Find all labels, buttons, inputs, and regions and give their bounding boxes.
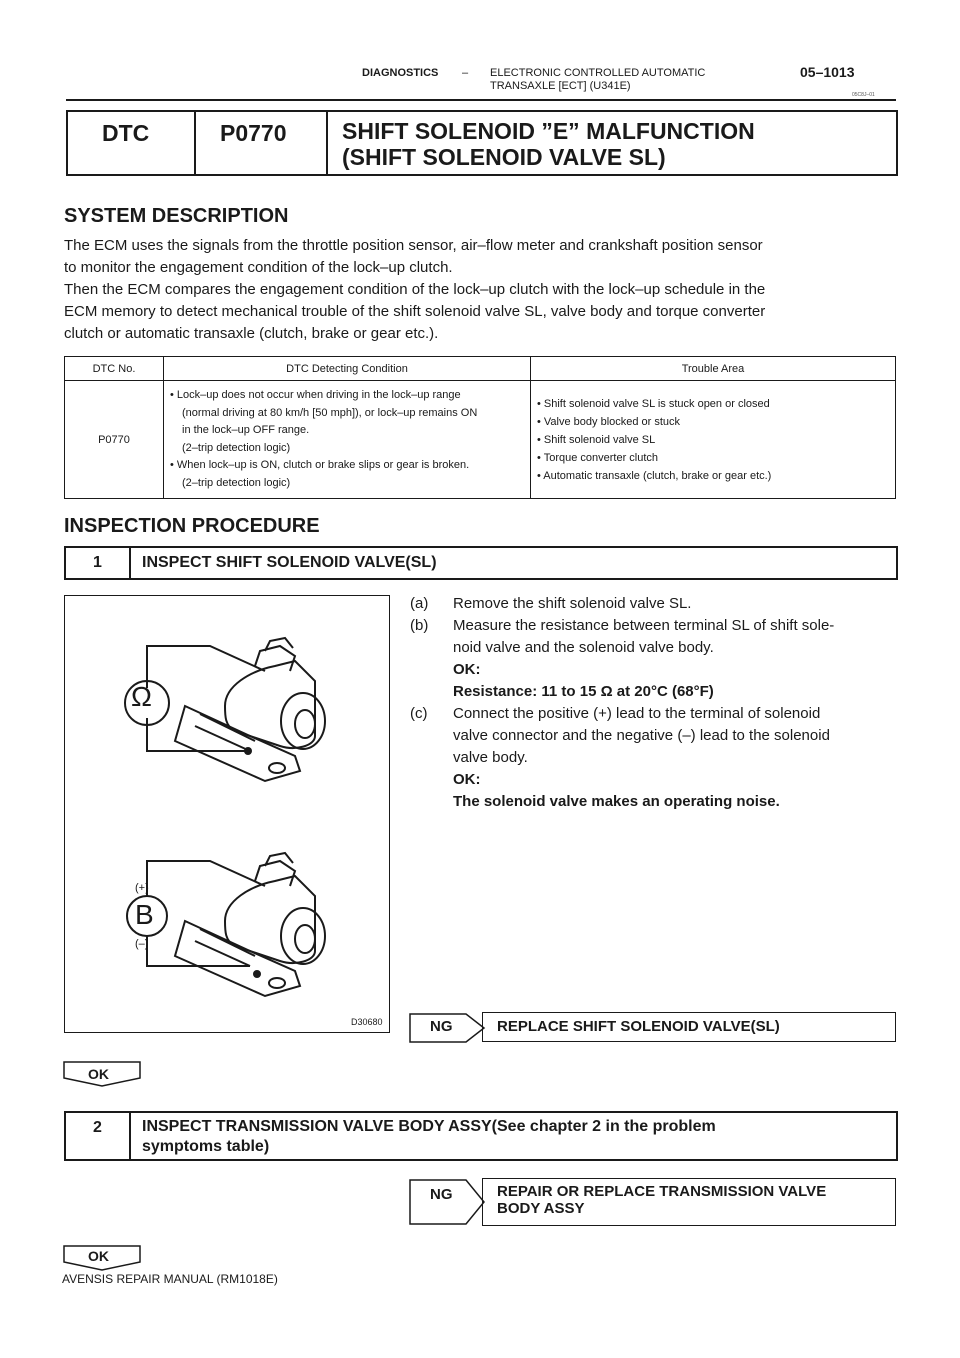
- header-subsection: [490, 67, 705, 93]
- ok2-label: OK: [88, 1248, 109, 1264]
- ohm-symbol: Ω: [131, 681, 152, 712]
- header-subsection-line1: ELECTRONIC CONTROLLED AUTOMATIC: [490, 67, 706, 79]
- condition-line: in the lock–up OFF range.: [182, 424, 310, 436]
- td-condition: [164, 381, 531, 499]
- step2-title: [142, 1117, 716, 1157]
- step2-ng-action-line1: REPAIR OR REPLACE TRANSMISSION VALVE: [497, 1183, 827, 1200]
- battery-lead-bottom: [147, 936, 250, 966]
- dtc-label: DTC: [102, 120, 150, 146]
- ok1-label: OK: [88, 1066, 109, 1082]
- step1-ng-action-box: [482, 1012, 896, 1042]
- instruction-b: [410, 615, 896, 703]
- trouble-line: • Automatic transaxle (clutch, brake or gear etc.): [537, 469, 772, 482]
- instruction-c-line: valve body.: [453, 749, 528, 766]
- step1-instructions: [410, 593, 896, 813]
- th-dtc-no: DTC No.: [65, 357, 164, 381]
- doc-code: 05C8J–01: [852, 92, 875, 98]
- step1-title: INSPECT SHIFT SOLENOID VALVE(SL): [142, 554, 437, 571]
- dtc-title-box: [66, 110, 898, 176]
- td-dtc-no: P0770: [65, 381, 164, 499]
- instruction-c-line: Connect the positive (+) lead to the terminal of solenoid: [453, 705, 821, 722]
- desc-line: to monitor the engagement condition of the lock–up clutch.: [64, 259, 453, 276]
- step2-ng-label: NG: [430, 1186, 453, 1203]
- trouble-line: • Valve body blocked or stuck: [537, 415, 681, 428]
- dtc-title-line1: SHIFT SOLENOID ”E” MALFUNCTION: [342, 118, 755, 144]
- condition-line: (2–trip detection logic): [182, 476, 291, 489]
- trouble-line: • Torque converter clutch: [537, 451, 659, 464]
- condition-line: • When lock–up is ON, clutch or brake slips or gear is broken.: [170, 459, 470, 471]
- trouble-line: • Shift solenoid valve SL: [537, 433, 656, 446]
- figure-id: D30680: [351, 1017, 383, 1027]
- desc-line: Then the ECM compares the engagement condition of the lock–up clutch with the lock–up schedule in the: [64, 281, 766, 298]
- step2-ng-action-line2: BODY ASSY: [497, 1200, 585, 1217]
- system-description-heading: SYSTEM DESCRIPTION: [64, 205, 289, 227]
- minus-label: (–): [135, 938, 149, 950]
- dtc-label-cell: [68, 112, 196, 174]
- dtc-title-line2: (SHIFT SOLENOID VALVE SL): [342, 144, 666, 170]
- header-subsection-line2: TRANSAXLE [ECT] (U341E): [490, 80, 631, 92]
- instruction-a: [410, 593, 896, 615]
- desc-line: The ECM uses the signals from the throttle position sensor, air–flow meter and crankshaft position sensor: [64, 237, 763, 254]
- footer-manual: AVENSIS REPAIR MANUAL (RM1018E): [62, 1272, 278, 1286]
- instruction-a-text: Remove the shift solenoid valve SL.: [453, 595, 692, 612]
- instruction-c-label: (c): [410, 705, 428, 722]
- td-trouble-area: [531, 381, 896, 499]
- dtc-code-cell: [196, 112, 328, 174]
- ohm-lead-bottom: [147, 718, 250, 751]
- instruction-a-label: (a): [410, 595, 429, 612]
- condition-line: (2–trip detection logic): [182, 441, 291, 454]
- trouble-line: • Shift solenoid valve SL is stuck open or closed: [537, 397, 770, 410]
- step2-number: 2: [66, 1113, 131, 1159]
- plus-label: (+): [135, 882, 149, 894]
- step2-ng-action: [497, 1183, 826, 1217]
- step2-title-line2: symptoms table): [142, 1138, 270, 1155]
- step1-box: [64, 546, 898, 580]
- step1-ng-action: REPLACE SHIFT SOLENOID VALVE(SL): [497, 1018, 780, 1035]
- instruction-b-ok-text: Resistance: 11 to 15 Ω at 20°C (68°F): [453, 683, 714, 700]
- inspection-heading: INSPECTION PROCEDURE: [64, 515, 320, 537]
- step2-title-line1: INSPECT TRANSMISSION VALVE BODY ASSY(See chapter 2 in the problem: [142, 1118, 716, 1135]
- header-rule: [66, 99, 896, 101]
- step2-ng-action-box: [482, 1178, 896, 1226]
- condition-line: (normal driving at 80 km/h [50 mph]), or lock–up remains ON: [182, 406, 478, 419]
- dtc-title-text: [342, 118, 755, 170]
- condition-line: • Lock–up does not occur when driving in the lock–up range: [170, 389, 461, 401]
- step1-ng-label: NG: [430, 1018, 453, 1035]
- instruction-b-ok-label: OK:: [453, 661, 481, 678]
- desc-line: ECM memory to detect mechanical trouble of the shift solenoid valve SL, valve body and torque converter: [64, 303, 766, 320]
- instruction-c: [410, 703, 896, 813]
- header-dash: –: [462, 67, 469, 79]
- instruction-b-line: Measure the resistance between terminal SL of shift sole-: [453, 617, 835, 634]
- desc-line: clutch or automatic transaxle (clutch, brake or gear etc.).: [64, 325, 439, 342]
- system-description-text: [64, 235, 896, 345]
- dtc-table: [64, 356, 896, 499]
- header-section: DIAGNOSTICS: [362, 67, 439, 79]
- page-number: 05–1013: [800, 64, 855, 80]
- table-row: [65, 381, 896, 499]
- solenoid-figure: [64, 595, 390, 1033]
- instruction-b-label: (b): [410, 617, 429, 634]
- step1-number: 1: [66, 548, 131, 578]
- table-header-row: [65, 357, 896, 381]
- instruction-b-body: [453, 615, 896, 703]
- instruction-c-body: [453, 703, 896, 813]
- instruction-c-ok-label: OK:: [453, 771, 481, 788]
- battery-symbol: B: [135, 899, 154, 930]
- ohm-lead-top: [147, 646, 265, 688]
- solenoid-diagram: [65, 596, 389, 1032]
- instruction-c-ok-text: The solenoid valve makes an operating noise.: [453, 793, 780, 810]
- step2-box: [64, 1111, 898, 1161]
- dtc-code: P0770: [220, 120, 287, 146]
- instruction-b-line: noid valve and the solenoid valve body.: [453, 639, 714, 656]
- th-trouble-area: Trouble Area: [531, 357, 896, 381]
- th-condition: DTC Detecting Condition: [164, 357, 531, 381]
- instruction-c-line: valve connector and the negative (–) lead to the solenoid: [453, 727, 830, 744]
